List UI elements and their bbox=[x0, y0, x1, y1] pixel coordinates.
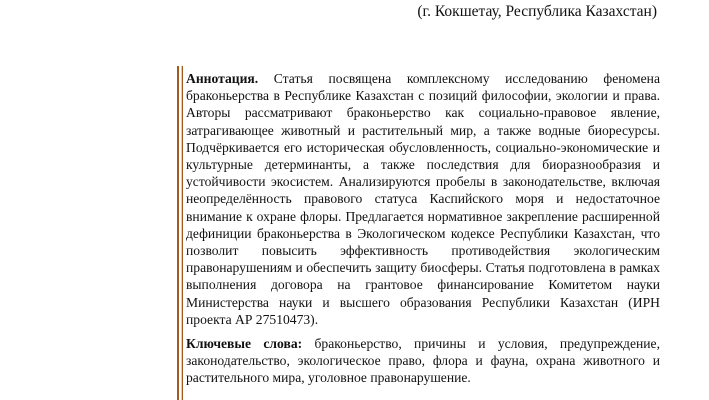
abstract-body: Статья посвящена комплексному исследованию феномена браконьерства в Республике Казахстан с позиций философии, экологии и права. Авторы рассматривают браконьерство как социально-правовое явление, затрагивающее животный и растительный мир, а также водные биоресурсы. Подчёркивается его историческая обусловленность, социально-экономические и культурные детерминанты, а также последствия для биоразнообразия и устойчивости экосистем. Анализируются пробелы в законодательстве, включая неопределённость правового статуса Каспийского моря и недостаточное внимание к охране флоры. Предлагается нормативное закрепление расширенной дефиниции браконьерства в Экологическом кодексе Республики Казахстан, что позволит повысить эффективность противодействия экологическим правонарушениям и обеспечить защиту биосферы. Статья подготовлена в рамках выполнения договора на грантовое финансирование Комитетом науки Министерства науки и высшего образования Республики Казахстан (ИРН проекта АР 27510473). bbox=[186, 71, 660, 327]
abstract-paragraph bbox=[186, 70, 660, 328]
abstract-label: Аннотация. bbox=[186, 71, 259, 86]
keywords-paragraph bbox=[186, 335, 660, 387]
accent-bar bbox=[177, 66, 183, 400]
abstract-section bbox=[177, 66, 661, 400]
author-location: (г. Кокшетау, Республика Казахстан) bbox=[417, 3, 657, 20]
keywords-body: браконьерство, причины и условия, предупреждение, законодательство, экологическое право, флора и фауна, охрана животного и растительного мира, уголовное правонарушение. bbox=[186, 336, 660, 386]
keywords-label: Ключевые слова: bbox=[186, 336, 303, 351]
